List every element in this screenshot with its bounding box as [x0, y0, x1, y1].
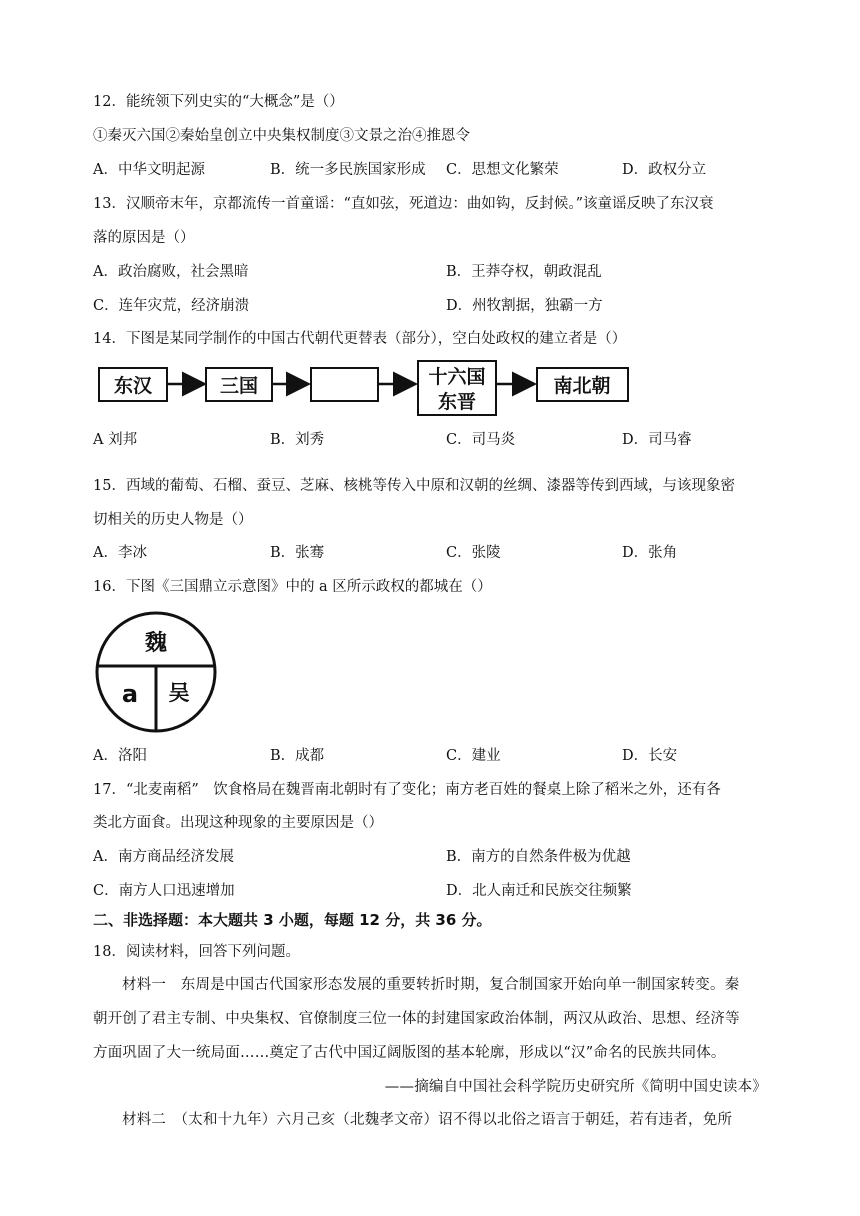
q18-material1-line2: 朝开创了君主专制、中央集权、官僚制度三位一体的封建国家政治体制，两汉从政治、思想、经济等: [93, 1011, 740, 1027]
q14-option-d: D．司马睿: [622, 432, 692, 448]
flow-box-donghan-label: 东汉: [113, 375, 153, 397]
q12-stem: 12．能统领下列史实的“大概念”是（）: [93, 94, 344, 110]
q15-option-d: D．张角: [622, 545, 678, 561]
q16-option-a: A．洛阳: [93, 748, 147, 764]
q17-option-d: D．北人南迁和民族交往频繁: [446, 883, 632, 899]
q15-option-b: B．张骞: [270, 545, 325, 561]
q18-material1-line1: 材料一 东周是中国古代国家形态发展的重要转折时期，复合制国家开始向单一制国家转变。秦: [122, 977, 740, 993]
region-wei-label: 魏: [144, 631, 168, 656]
q12-option-c: C．思想文化繁荣: [446, 162, 559, 178]
q15-option-a: A．李冰: [93, 545, 147, 561]
q17-option-b: B．南方的自然条件极为优越: [446, 849, 631, 865]
q18-stem: 18．阅读材料，回答下列问题。: [93, 944, 300, 960]
q18-material1-line3: 方面巩固了大一统局面……奠定了古代中国辽阔版图的基本轮廓，形成以“汉”命名的民族共同体。: [93, 1045, 726, 1061]
q16-option-b: B．成都: [270, 748, 325, 764]
q15-stem-line2: 切相关的历史人物是（）: [93, 512, 253, 528]
q14-option-a: A 刘邦: [93, 432, 138, 448]
section2-heading: 二、非选择题：本大题共 3 小题，每题 12 分，共 36 分。: [93, 911, 492, 929]
flow-box-dongjin-label: 东晋: [437, 391, 477, 413]
q12-option-a: A．中华文明起源: [93, 162, 205, 178]
flow-box-shiliuguo-label: 十六国: [428, 366, 486, 388]
q16-option-c: C．建业: [446, 748, 501, 764]
q18-material2-line1: 材料二 （太和十九年）六月己亥（北魏孝文帝）诏不得以北俗之语言于朝廷，若有违者，免所: [122, 1112, 733, 1128]
region-wu-label: 吴: [168, 681, 190, 705]
q13-stem-line2: 落的原因是（）: [93, 230, 195, 246]
q15-stem-line1: 15．西域的葡萄、石榴、蚕豆、芝麻、核桃等传入中原和汉朝的丝绸、漆器等传到西域，与该现象密: [93, 478, 735, 494]
q13-option-d: D．州牧割据，独霸一方: [446, 298, 603, 314]
q14-option-c: C．司马炎: [446, 432, 516, 448]
q17-option-c: C．南方人口迅速增加: [93, 883, 235, 899]
q17-option-a: A．南方商品经济发展: [93, 849, 234, 865]
flow-box-nanbeichao-label: 南北朝: [553, 375, 611, 397]
q13-stem-line1: 13．汉顺帝末年，京都流传一首童谣：“直如弦，死道边：曲如钩，反封候。”该童谣反映了东汉衰: [93, 196, 714, 212]
three-kingdoms-diagram: [94, 610, 218, 734]
q14-option-b: B．刘秀: [270, 432, 325, 448]
q12-option-d: D．政权分立: [622, 162, 707, 178]
flow-box-sanguo-label: 三国: [219, 375, 259, 397]
q12-option-b: B．统一多民族国家形成: [270, 162, 426, 178]
q13-option-a: A．政治腐败，社会黑暗: [93, 264, 249, 280]
q18-material1-source: ——摘编自中国社会科学院历史研究所《简明中国史读本》: [384, 1079, 767, 1095]
q14-stem: 14．下图是某同学制作的中国古代朝代更替表（部分），空白处政权的建立者是（）: [93, 331, 627, 347]
q16-stem: 16．下图《三国鼎立示意图》中的 a 区所示政权的都城在（）: [93, 579, 492, 595]
q17-stem-line1: 17．“北麦南稻” 饮食格局在魏晋南北朝时有了变化；南方老百姓的餐桌上除了稻米之外，还有各: [93, 782, 721, 798]
q17-stem-line2: 类北方面食。出现这种现象的主要原因是（）: [93, 815, 383, 831]
q12-facts: ①秦灭六国②秦始皇创立中央集权制度③文景之治④推恩令: [93, 128, 470, 144]
dynasty-flow-diagram: [98, 360, 638, 420]
region-a-label: a: [121, 680, 139, 708]
q16-option-d: D．长安: [622, 748, 678, 764]
q13-option-b: B．王莽夺权，朝政混乱: [446, 264, 602, 280]
flow-box-blank: [311, 368, 378, 401]
q15-option-c: C．张陵: [446, 545, 501, 561]
q13-option-c: C．连年灾荒，经济崩溃: [93, 298, 250, 314]
